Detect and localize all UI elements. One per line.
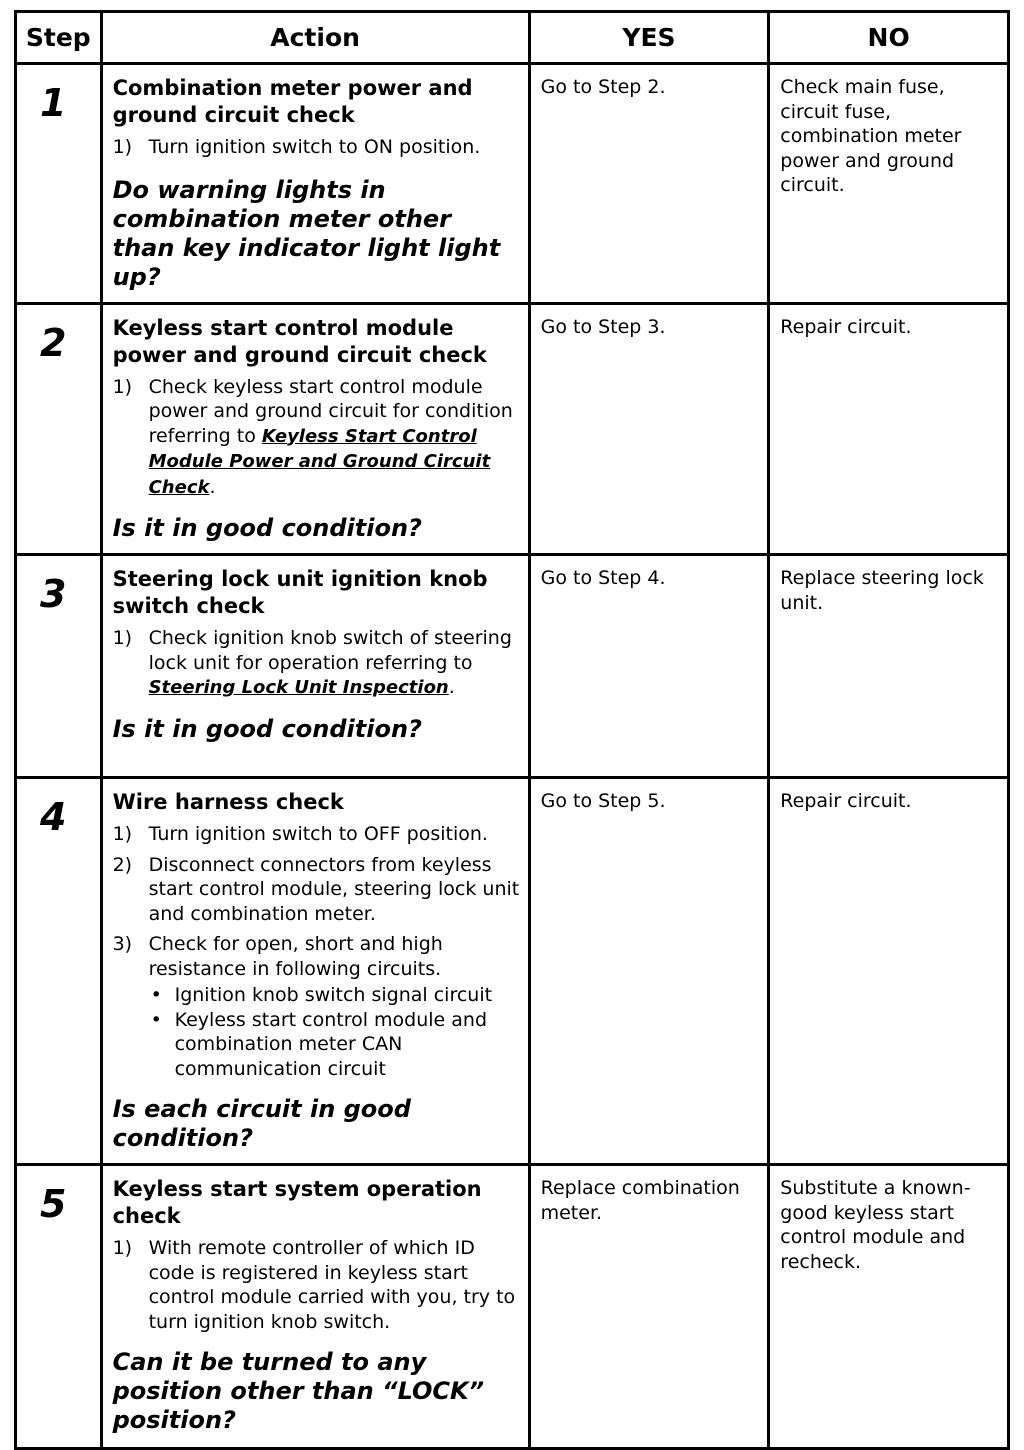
step-number: 4	[16, 778, 102, 1165]
step-number: 5	[16, 1165, 102, 1449]
yes-cell: Replace combination meter.	[529, 1165, 769, 1449]
item-text: Turn ignition switch to OFF position.	[148, 823, 488, 845]
item-number: 1)	[112, 823, 133, 845]
action-item	[113, 135, 520, 160]
item-number: 3)	[112, 933, 133, 955]
action-cell	[101, 1165, 529, 1449]
action-item	[113, 822, 520, 847]
item-number: 1)	[112, 136, 133, 158]
action-question: Is it in good condition?	[112, 714, 422, 743]
yes-cell: Go to Step 3.	[529, 303, 769, 555]
action-title: Keyless start system operation check	[112, 1177, 482, 1228]
header-row	[16, 12, 1009, 64]
bullet-text: Ignition knob switch signal circuit	[174, 984, 493, 1006]
item-text-end: .	[448, 676, 455, 698]
action-title: Combination meter power and ground circuit check	[112, 76, 473, 127]
header-step: Step	[16, 12, 102, 64]
diagnostic-table	[14, 10, 1010, 1450]
item-number: 2)	[112, 853, 133, 876]
header-yes: YES	[529, 12, 769, 64]
no-cell: Check main fuse, circuit fuse, combination meter power and ground circuit.	[769, 64, 1009, 304]
no-cell: Substitute a known-good keyless start control module and recheck.	[769, 1165, 1009, 1449]
action-title: Steering lock unit ignition knob switch check	[112, 567, 488, 618]
item-text: Check ignition knob switch of steering lock unit for operation referring to	[148, 627, 512, 674]
action-question: Can it be turned to any position other than “LOCK” position?	[112, 1348, 485, 1434]
table-row	[16, 64, 1009, 304]
bullet-item: • Ignition knob switch signal circuit	[150, 984, 493, 1006]
item-text: Check for open, short and high resistance in following circuits.	[148, 933, 443, 980]
item-text: Disconnect connectors from keyless start control module, steering lock unit and combination meter.	[148, 853, 520, 925]
action-cell	[101, 64, 529, 304]
action-item	[113, 1236, 520, 1334]
yes-cell: Go to Step 5.	[529, 778, 769, 1165]
no-cell: Repair circuit.	[769, 303, 1009, 555]
item-text: With remote controller of which ID code is registered in keyless start control module carried with you, try to turn ignition knob switch.	[148, 1237, 516, 1333]
action-question: Is each circuit in good condition?	[112, 1095, 411, 1152]
no-cell: Repair circuit.	[769, 778, 1009, 1165]
yes-cell: Go to Step 4.	[529, 555, 769, 778]
action-item	[113, 853, 520, 927]
action-item	[113, 375, 520, 501]
item-text: Check keyless start control module power and ground circuit for condition referring to	[148, 375, 513, 447]
yes-cell: Go to Step 2.	[529, 64, 769, 304]
reference-link[interactable]: Steering Lock Unit Inspection	[148, 677, 449, 698]
header-action: Action	[101, 12, 529, 64]
table-row	[16, 1165, 1009, 1449]
table-row	[16, 555, 1009, 778]
item-text: Turn ignition switch to ON position.	[148, 136, 481, 158]
bullet-list	[113, 983, 520, 1081]
action-question: Is it in good condition?	[112, 514, 422, 542]
action-title: Wire harness check	[112, 790, 344, 814]
item-text-end: .	[209, 475, 216, 498]
action-title: Keyless start control module power and ground circuit check	[112, 315, 487, 367]
bullet-text: Keyless start control module and combination meter CAN communication circuit	[174, 1008, 488, 1080]
reference-link[interactable]: Keyless Start Control Module Power and Ground Circuit Check	[148, 425, 491, 498]
item-number: 1)	[112, 627, 133, 649]
table-row	[16, 778, 1009, 1165]
action-item	[113, 626, 520, 701]
item-number: 1)	[112, 1237, 133, 1259]
action-question: Do warning lights in combination meter other than key indicator light light up?	[112, 175, 501, 291]
action-cell	[101, 778, 529, 1165]
item-number: 1)	[112, 375, 133, 398]
step-number: 1	[16, 64, 102, 304]
action-cell	[101, 555, 529, 778]
header-no: NO	[769, 12, 1009, 64]
action-item	[113, 932, 520, 981]
action-cell	[101, 303, 529, 555]
bullet-item: • Keyless start control module and combination meter CAN communication circuit	[149, 1008, 520, 1082]
step-number: 3	[16, 555, 102, 778]
table-row	[16, 303, 1009, 555]
no-cell: Replace steering lock unit.	[769, 555, 1009, 778]
step-number: 2	[16, 303, 102, 555]
